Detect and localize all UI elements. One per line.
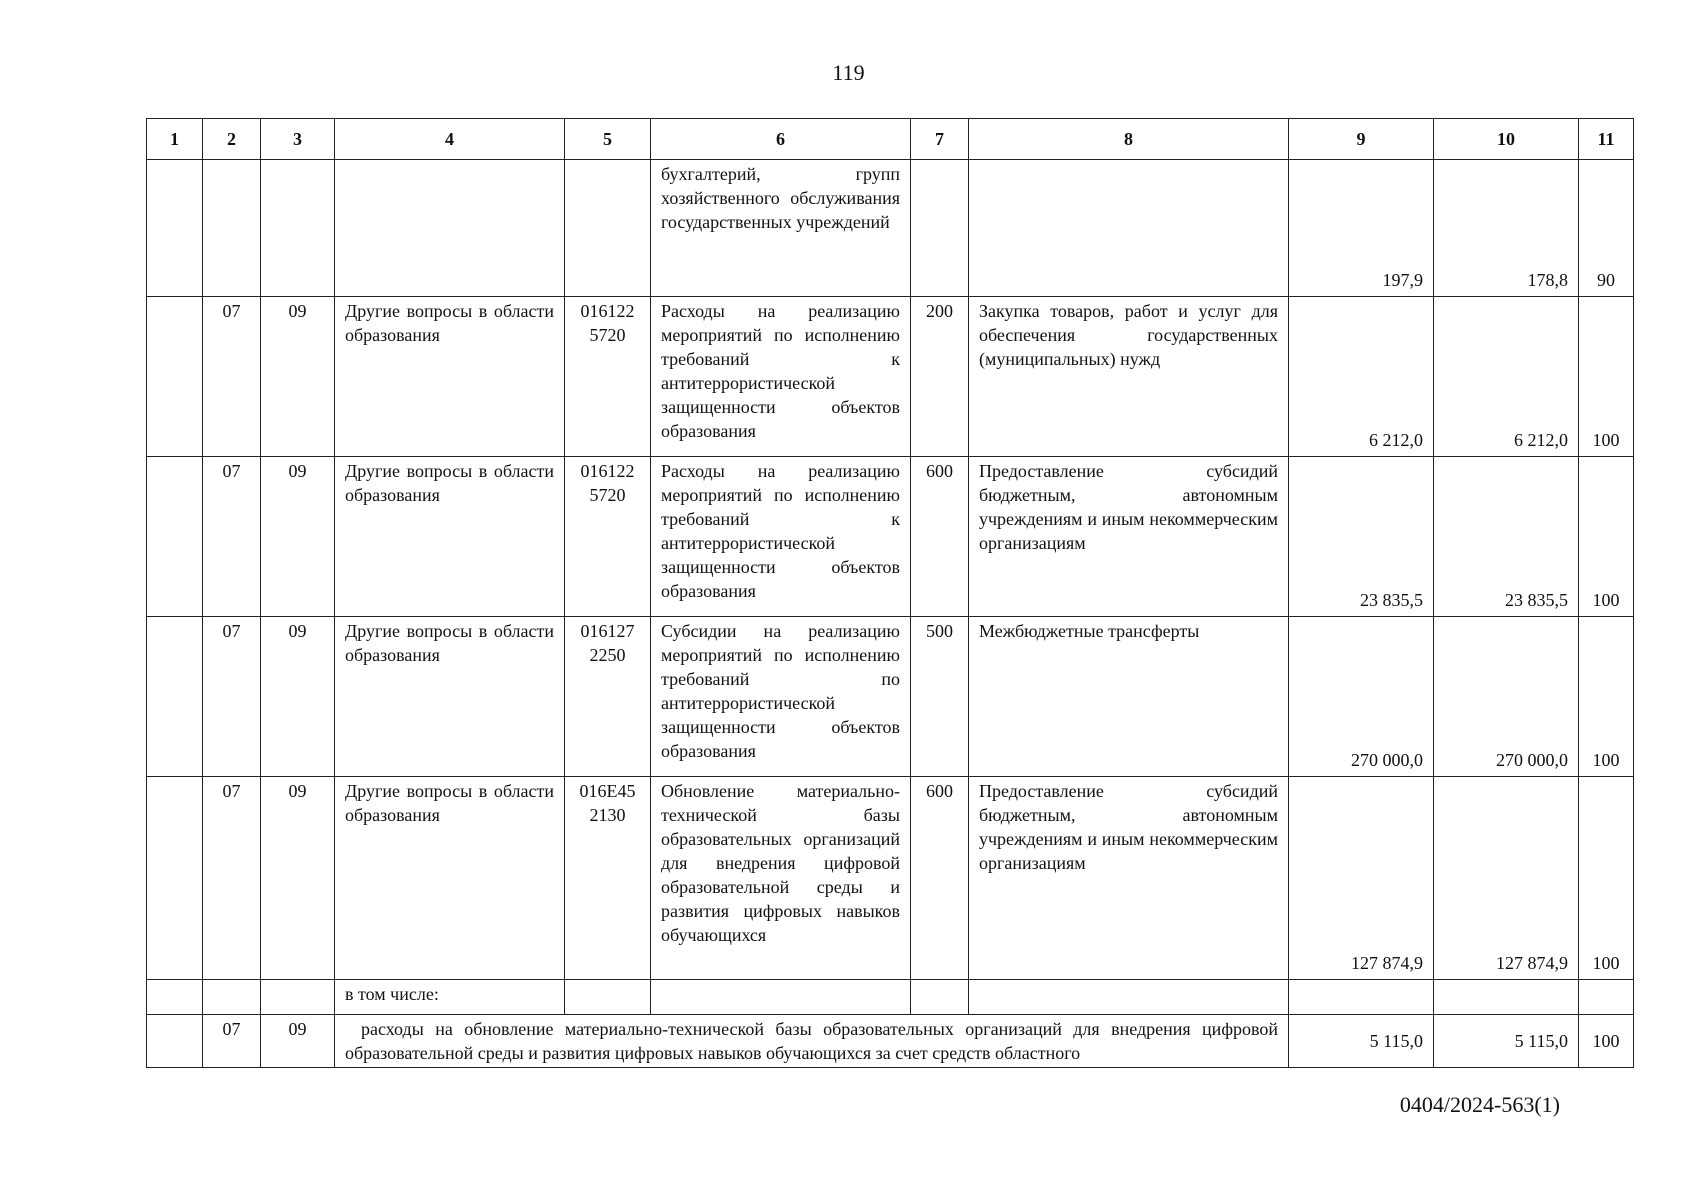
cell-c1 — [147, 617, 203, 777]
cell-plan-amount: 270 000,0 — [1289, 617, 1434, 777]
cell-c1 — [147, 160, 203, 297]
cell-percent: 100 — [1579, 297, 1634, 457]
cell-c1 — [147, 457, 203, 617]
cell-expense-name: Предоставление субсидий бюджетным, автономным учреждениям и иным некоммерческим организациям — [969, 777, 1289, 980]
cell-percent: 100 — [1579, 457, 1634, 617]
cell-section: 07 — [203, 457, 261, 617]
table-row — [147, 160, 1634, 297]
cell-expense-code: 600 — [911, 457, 969, 617]
cell-expense-name: Закупка товаров, работ и услуг для обеспечения государственных (муниципальных) нужд — [969, 297, 1289, 457]
cell-section-name — [335, 160, 565, 297]
header-cell-1: 1 — [147, 119, 203, 160]
cell-c1 — [147, 777, 203, 980]
cell-target-code: 016122 5720 — [565, 457, 651, 617]
cell-section-name: Другие вопросы в области образования — [335, 617, 565, 777]
cell-section: 07 — [203, 1015, 261, 1068]
cell-subsection: 09 — [261, 297, 335, 457]
cell-section: 07 — [203, 297, 261, 457]
cell-empty — [651, 980, 911, 1015]
cell-actual-amount: 5 115,0 — [1434, 1015, 1579, 1068]
table-row — [147, 777, 1634, 980]
table-row — [147, 457, 1634, 617]
table-row — [147, 1015, 1634, 1068]
cell-subsection: 09 — [261, 777, 335, 980]
cell-plan-amount: 23 835,5 — [1289, 457, 1434, 617]
cell-target-code: 016127 2250 — [565, 617, 651, 777]
cell-expense-name: Предоставление субсидий бюджетным, автономным учреждениям и иным некоммерческим организациям — [969, 457, 1289, 617]
cell-target-code — [565, 160, 651, 297]
cell-empty — [203, 980, 261, 1015]
cell-section: 07 — [203, 617, 261, 777]
cell-empty — [147, 980, 203, 1015]
header-row — [147, 119, 1634, 160]
cell-expense-name: Межбюджетные трансферты — [969, 617, 1289, 777]
budget-table — [146, 118, 1634, 1068]
cell-subsection: 09 — [261, 457, 335, 617]
cell-actual-amount: 270 000,0 — [1434, 617, 1579, 777]
cell-empty — [147, 1015, 203, 1068]
header-cell-4: 4 — [335, 119, 565, 160]
header-cell-10: 10 — [1434, 119, 1579, 160]
cell-target-code: 016122 5720 — [565, 297, 651, 457]
cell-section: 07 — [203, 777, 261, 980]
cell-empty — [261, 980, 335, 1015]
table-row-subtotal-label — [147, 980, 1634, 1015]
cell-actual-amount: 6 212,0 — [1434, 297, 1579, 457]
table-row — [147, 297, 1634, 457]
header-cell-9: 9 — [1289, 119, 1434, 160]
cell-target-name: Расходы на реализацию мероприятий по исполнению требований к антитеррористической защищенности объектов образования — [651, 297, 911, 457]
cell-actual-amount: 178,8 — [1434, 160, 1579, 297]
cell-subsection: 09 — [261, 1015, 335, 1068]
cell-percent: 90 — [1579, 160, 1634, 297]
cell-expense-name — [969, 160, 1289, 297]
cell-including-label: в том числе: — [335, 980, 565, 1015]
cell-expense-code: 200 — [911, 297, 969, 457]
cell-subsection — [261, 160, 335, 297]
header-cell-6: 6 — [651, 119, 911, 160]
cell-expense-code: 600 — [911, 777, 969, 980]
header-cell-8: 8 — [969, 119, 1289, 160]
cell-percent: 100 — [1579, 1015, 1634, 1068]
cell-subsection: 09 — [261, 617, 335, 777]
cell-empty — [1434, 980, 1579, 1015]
cell-percent: 100 — [1579, 777, 1634, 980]
cell-empty — [969, 980, 1289, 1015]
cell-section — [203, 160, 261, 297]
header-cell-2: 2 — [203, 119, 261, 160]
header-cell-5: 5 — [565, 119, 651, 160]
cell-target-name: Расходы на реализацию мероприятий по исполнению требований к антитеррористической защищенности объектов образования — [651, 457, 911, 617]
cell-target-name: Обновление материально-технической базы образовательных организаций для внедрения цифровой образовательной среды и развития цифровых навыков обучающихся — [651, 777, 911, 980]
cell-plan-amount: 5 115,0 — [1289, 1015, 1434, 1068]
cell-empty — [911, 980, 969, 1015]
cell-actual-amount: 127 874,9 — [1434, 777, 1579, 980]
header-cell-7: 7 — [911, 119, 969, 160]
cell-empty — [1579, 980, 1634, 1015]
cell-empty — [565, 980, 651, 1015]
cell-target-name: бухгалтерий, групп хозяйственного обслуживания государственных учреждений — [651, 160, 911, 297]
cell-c1 — [147, 297, 203, 457]
header-cell-3: 3 — [261, 119, 335, 160]
cell-section-name: Другие вопросы в области образования — [335, 457, 565, 617]
cell-empty — [1289, 980, 1434, 1015]
header-cell-11: 11 — [1579, 119, 1634, 160]
cell-section-name: Другие вопросы в области образования — [335, 777, 565, 980]
cell-target-code: 016E45 2130 — [565, 777, 651, 980]
document-id: 0404/2024-563(1) — [1399, 1092, 1560, 1117]
cell-merged-description: расходы на обновление материально-технической базы образовательных организаций для внедрения цифровой образовательной среды и развития цифровых навыков обучающихся за счет средств областного — [335, 1015, 1289, 1068]
cell-section-name: Другие вопросы в области образования — [335, 297, 565, 457]
cell-plan-amount: 197,9 — [1289, 160, 1434, 297]
table-row — [147, 617, 1634, 777]
cell-plan-amount: 6 212,0 — [1289, 297, 1434, 457]
cell-expense-code: 500 — [911, 617, 969, 777]
page-number: 119 — [832, 60, 865, 85]
cell-actual-amount: 23 835,5 — [1434, 457, 1579, 617]
cell-plan-amount: 127 874,9 — [1289, 777, 1434, 980]
cell-percent: 100 — [1579, 617, 1634, 777]
cell-target-name: Субсидии на реализацию мероприятий по исполнению требований по антитеррористической защищенности объектов образования — [651, 617, 911, 777]
cell-expense-code — [911, 160, 969, 297]
